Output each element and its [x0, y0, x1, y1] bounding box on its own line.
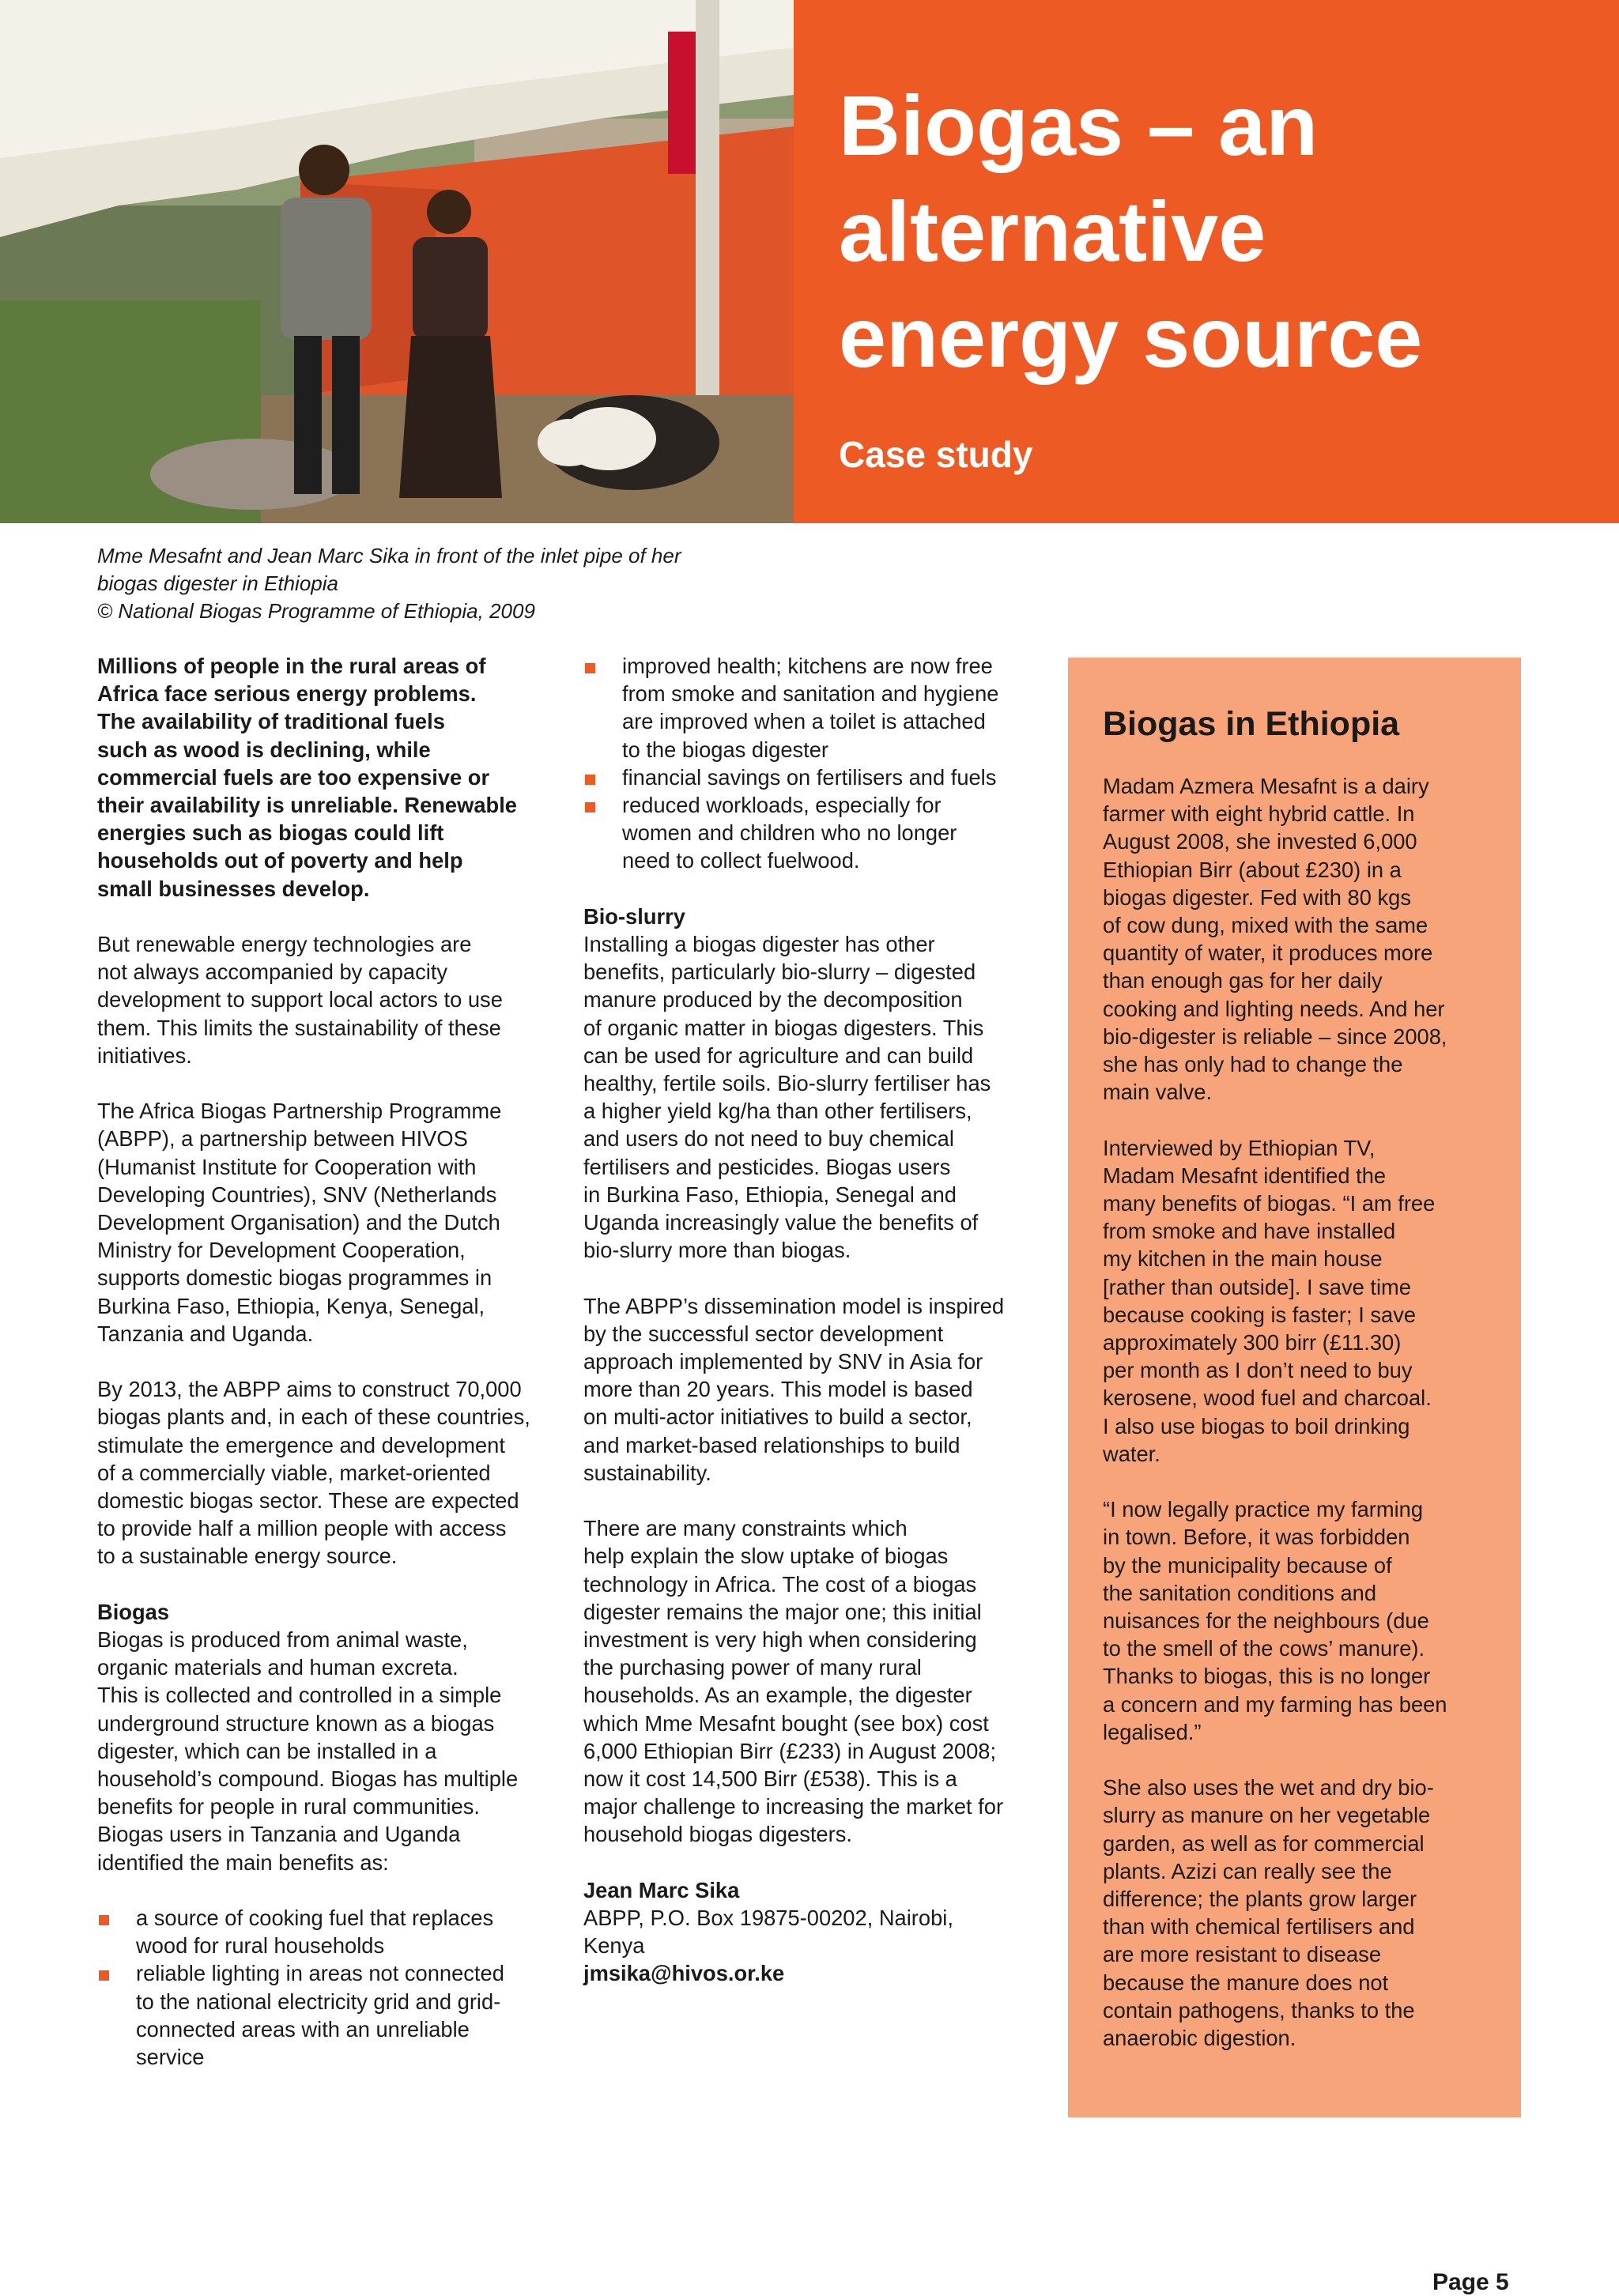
- section-heading: Bio-slurry: [583, 903, 685, 929]
- title-line: alternative: [839, 183, 1266, 279]
- text-line: Biogas users in Tanzania and Uganda: [97, 1822, 461, 1847]
- text-line: many benefits of biogas. “I am free: [1103, 1191, 1436, 1216]
- body-paragraph: [97, 930, 560, 1069]
- text-line: wood for rural households: [136, 1933, 385, 1959]
- text-line: per month as I don’t need to buy: [1103, 1358, 1413, 1383]
- text-line: energies such as biogas could lift: [97, 820, 444, 846]
- text-line: them. This limits the sustainability of these: [97, 1015, 501, 1040]
- text-line: household’s compound. Biogas has multiple: [97, 1766, 519, 1792]
- text-line: need to collect fuelwood.: [622, 848, 860, 873]
- text-line: (ABPP), a partnership between HIVOS: [97, 1126, 468, 1152]
- text-line: August 2008, she invested 6,000: [1103, 829, 1417, 854]
- text-line: Uganda increasingly value the benefits of: [583, 1210, 979, 1235]
- author-address: ABPP, P.O. Box 19875-00202, Nairobi,: [583, 1906, 953, 1931]
- text-line: to the national electricity grid and grid-: [136, 1989, 501, 2014]
- text-line: commercial fuels are too expensive or: [97, 764, 490, 790]
- text-line: major challenge to increasing the market for: [583, 1794, 1004, 1819]
- author-address: Kenya: [583, 1933, 645, 1959]
- text-line: Madam Mesafnt identified the: [1103, 1163, 1387, 1188]
- bullet-square-icon: [99, 1915, 109, 1925]
- text-line: to a sustainable energy source.: [97, 1544, 398, 1569]
- text-line: organic materials and human excreta.: [97, 1655, 459, 1680]
- text-line: I also use biogas to boil drinking: [1103, 1413, 1410, 1438]
- text-line: service: [136, 2045, 205, 2070]
- text-line: the sanitation conditions and: [1103, 1580, 1377, 1605]
- text-line: households. As an example, the digester: [583, 1683, 972, 1708]
- text-line: from smoke and have installed: [1103, 1219, 1396, 1244]
- text-line: financial savings on fertilisers and fuels: [622, 764, 997, 790]
- title-line: Biogas – an: [839, 77, 1319, 173]
- text-line: main valve.: [1103, 1080, 1213, 1105]
- sidebar-body: [1103, 772, 1514, 2079]
- text-line: identified the main benefits as:: [97, 1849, 389, 1875]
- author-email-link[interactable]: jmsika@hivos.or.ke: [583, 1961, 785, 1986]
- text-line: (Humanist Institute for Cooperation with: [97, 1154, 477, 1179]
- text-line: and users do not need to buy chemical: [583, 1126, 954, 1152]
- text-line: more than 20 years. This model is based: [583, 1377, 973, 1402]
- subtitle: Case study: [839, 434, 1033, 475]
- text-line: and market-based relationships to build: [583, 1432, 960, 1457]
- list-item: [583, 652, 1050, 763]
- text-line: kerosene, wood fuel and charcoal.: [1103, 1386, 1432, 1411]
- biogas-site-photo: [0, 0, 794, 523]
- text-line: on multi-actor initiatives to build a sector,: [583, 1404, 972, 1430]
- header-photo: [0, 0, 794, 523]
- text-line: now it cost 14,500 Birr (£538). This is a: [583, 1766, 957, 1792]
- text-line: water.: [1103, 1441, 1160, 1466]
- benefits-list-continued: [583, 652, 1050, 875]
- page-number: Page 5: [1432, 2269, 1509, 2295]
- text-line: nuisances for the neighbours (due: [1103, 1608, 1429, 1634]
- text-line: Millions of people in the rural areas of: [97, 654, 486, 678]
- text-line: small businesses develop.: [97, 876, 370, 901]
- title-panel: [794, 0, 1619, 523]
- text-line: their availability is unreliable. Renewable: [97, 793, 517, 818]
- text-line: manure produced by the decomposition: [583, 987, 963, 1012]
- text-line: reliable lighting in areas not connected: [136, 1961, 504, 1986]
- text-line: approach implemented by SNV in Asia for: [583, 1349, 983, 1374]
- text-line: biogas plants and, in each of these countries,: [97, 1404, 530, 1430]
- caption-line: biogas digester in Ethiopia: [97, 571, 338, 595]
- text-line: supports domestic biogas programmes in: [97, 1265, 492, 1291]
- bullet-square-icon: [585, 775, 595, 785]
- list-item: [97, 1904, 560, 1959]
- text-line: The ABPP’s dissemination model is inspired: [583, 1293, 1005, 1318]
- text-line: by the municipality because of: [1103, 1552, 1392, 1578]
- text-line: bio-slurry more than biogas.: [583, 1238, 851, 1263]
- text-line: not always accompanied by capacity: [97, 959, 448, 985]
- text-line: are more resistant to disease: [1103, 1942, 1381, 1967]
- benefits-list: [97, 1904, 560, 2071]
- text-line: households out of poverty and help: [97, 848, 463, 873]
- text-line: underground structure known as a biogas: [97, 1710, 495, 1736]
- biogas-section: [97, 1598, 560, 1876]
- text-line: development to support local actors to use: [97, 987, 503, 1012]
- text-line: plants. Azizi can really see the: [1103, 1858, 1392, 1883]
- text-line: of a commercially viable, market-oriented: [97, 1460, 491, 1485]
- text-line: a higher yield kg/ha than other fertilisers,: [583, 1099, 972, 1124]
- text-line: The availability of traditional fuels: [97, 709, 445, 734]
- text-line: “I now legally practice my farming: [1103, 1497, 1424, 1522]
- bullet-square-icon: [585, 802, 595, 812]
- author-block: [583, 1876, 1050, 1988]
- list-item: [97, 1959, 560, 2071]
- text-line: a source of cooking fuel that replaces: [136, 1906, 494, 1931]
- text-line: This is collected and controlled in a simple: [97, 1683, 502, 1708]
- text-line: Burkina Faso, Ethiopia, Kenya, Senegal,: [97, 1293, 485, 1318]
- text-line: healthy, fertile soils. Bio-slurry fertiliser has: [583, 1071, 991, 1096]
- text-line: initiatives.: [97, 1042, 192, 1068]
- text-line: Installing a biogas digester has other: [583, 932, 935, 957]
- text-line: to the smell of the cows’ manure).: [1103, 1636, 1425, 1661]
- sidebar-paragraph: [1103, 1495, 1514, 1746]
- text-line: to the biogas digester: [622, 737, 829, 762]
- text-line: reduced workloads, especially for: [622, 793, 942, 818]
- column-2: [583, 652, 1050, 2015]
- text-line: she has only had to change the: [1103, 1052, 1403, 1077]
- caption-line: © National Biogas Programme of Ethiopia, 2009: [97, 599, 535, 623]
- text-line: of organic matter in biogas digesters. This: [583, 1015, 984, 1040]
- text-line: women and children who no longer: [622, 820, 957, 846]
- text-line: stimulate the emergence and development: [97, 1432, 505, 1457]
- text-line: Africa face serious energy problems.: [97, 681, 477, 707]
- text-line: [rather than outside]. I save time: [1103, 1274, 1411, 1299]
- sidebar-paragraph: [1103, 1134, 1514, 1468]
- list-item: [583, 763, 1050, 791]
- text-line: difference; the plants grow larger: [1103, 1887, 1417, 1912]
- text-line: because cooking is faster; I save: [1103, 1302, 1417, 1327]
- caption-line: Mme Mesafnt and Jean Marc Sika in front of the inlet pipe of her: [97, 544, 681, 567]
- page-title: [839, 73, 1422, 390]
- title-line: energy source: [839, 289, 1423, 385]
- text-line: There are many constraints which: [583, 1516, 908, 1541]
- text-line: than enough gas for her daily: [1103, 968, 1383, 993]
- text-line: such as wood is declining, while: [97, 737, 431, 762]
- photo-caption: [97, 542, 777, 625]
- text-line: a concern and my farming has been: [1103, 1691, 1447, 1717]
- text-line: benefits, particularly bio-slurry – digested: [583, 959, 976, 985]
- text-line: my kitchen in the main house: [1103, 1246, 1383, 1272]
- text-line: help explain the slow uptake of biogas: [583, 1544, 949, 1569]
- body-paragraph: [97, 1375, 560, 1570]
- text-line: biogas digester. Fed with 80 kgs: [1103, 884, 1411, 910]
- text-line: connected areas with an unreliable: [136, 2016, 470, 2042]
- text-line: approximately 300 birr (£11.30): [1103, 1330, 1402, 1355]
- text-line: Interviewed by Ethiopian TV,: [1103, 1135, 1376, 1160]
- text-line: household biogas digesters.: [583, 1822, 852, 1847]
- text-line: by the successful sector development: [583, 1321, 944, 1346]
- text-line: domestic biogas sector. These are expected: [97, 1488, 519, 1514]
- text-line: Ethiopian Birr (about £230) in a: [1103, 857, 1402, 882]
- bullet-square-icon: [585, 663, 595, 673]
- text-line: in Burkina Faso, Ethiopia, Senegal and: [583, 1182, 957, 1207]
- body-paragraph: [583, 1292, 1050, 1487]
- text-line: to provide half a million people with access: [97, 1516, 507, 1541]
- column-1: [97, 652, 560, 2098]
- text-line: quantity of water, it produces more: [1103, 941, 1433, 966]
- text-line: garden, as well as for commercial: [1103, 1830, 1425, 1856]
- text-line: fertilisers and pesticides. Biogas users: [583, 1154, 951, 1179]
- sidebar-box: [1068, 658, 1521, 2117]
- text-line: Thanks to biogas, this is no longer: [1103, 1664, 1431, 1689]
- text-line: cooking and lighting needs. And her: [1103, 996, 1445, 1021]
- text-line: Tanzania and Uganda.: [97, 1321, 314, 1346]
- text-line: can be used for agriculture and can build: [583, 1042, 974, 1068]
- text-line: sustainability.: [583, 1460, 711, 1485]
- text-line: She also uses the wet and dry bio-: [1103, 1775, 1434, 1800]
- text-line: investment is very high when considering: [583, 1627, 977, 1653]
- text-line: 6,000 Ethiopian Birr (£233) in August 2008;: [583, 1738, 997, 1763]
- intro-paragraph: [97, 652, 560, 903]
- text-line: benefits for people in rural communities.: [97, 1794, 480, 1819]
- text-line: Ministry for Development Cooperation,: [97, 1238, 466, 1263]
- bioslurry-section: [583, 903, 1050, 1265]
- text-line: bio-digester is reliable – since 2008,: [1103, 1024, 1447, 1049]
- sidebar-paragraph: [1103, 1774, 1514, 2052]
- text-line: digester remains the major one; this initial: [583, 1599, 982, 1624]
- text-line: The Africa Biogas Partnership Programme: [97, 1099, 502, 1124]
- body-paragraph: [97, 1097, 560, 1348]
- text-line: By 2013, the ABPP aims to construct 70,000: [97, 1377, 522, 1402]
- text-line: from smoke and sanitation and hygiene: [622, 681, 999, 707]
- text-line: because the manure does not: [1103, 1970, 1389, 1995]
- text-line: anaerobic digestion.: [1103, 2026, 1296, 2051]
- text-line: Development Organisation) and the Dutch: [97, 1210, 500, 1235]
- text-line: Biogas is produced from animal waste,: [97, 1627, 468, 1653]
- text-line: farmer with eight hybrid cattle. In: [1103, 801, 1415, 827]
- text-line: slurry as manure on her vegetable: [1103, 1803, 1431, 1828]
- text-line: are improved when a toilet is attached: [622, 709, 986, 734]
- bullet-square-icon: [99, 1970, 109, 1981]
- text-line: contain pathogens, thanks to the: [1103, 1997, 1415, 2023]
- text-line: improved health; kitchens are now free: [622, 654, 993, 678]
- author-name: Jean Marc Sika: [583, 1877, 740, 1902]
- text-line: digester, which can be installed in a: [97, 1738, 437, 1763]
- text-line: in town. Before, it was forbidden: [1103, 1525, 1410, 1550]
- list-item: [583, 791, 1050, 875]
- sidebar-title: Biogas in Ethiopia: [1103, 705, 1400, 743]
- sidebar-paragraph: [1103, 772, 1514, 1106]
- text-line: technology in Africa. The cost of a biogas: [583, 1571, 977, 1597]
- body-paragraph: [583, 1514, 1050, 1848]
- text-line: Madam Azmera Mesafnt is a dairy: [1103, 774, 1429, 798]
- text-line: legalised.”: [1103, 1719, 1202, 1744]
- text-line: But renewable energy technologies are: [97, 932, 472, 957]
- text-line: than with chemical fertilisers and: [1103, 1914, 1415, 1940]
- text-line: Developing Countries), SNV (Netherlands: [97, 1182, 497, 1207]
- text-line: of cow dung, mixed with the same: [1103, 913, 1428, 938]
- text-line: which Mme Mesafnt bought (see box) cost: [583, 1710, 989, 1736]
- section-heading: Biogas: [97, 1599, 170, 1624]
- text-line: the purchasing power of many rural: [583, 1655, 922, 1680]
